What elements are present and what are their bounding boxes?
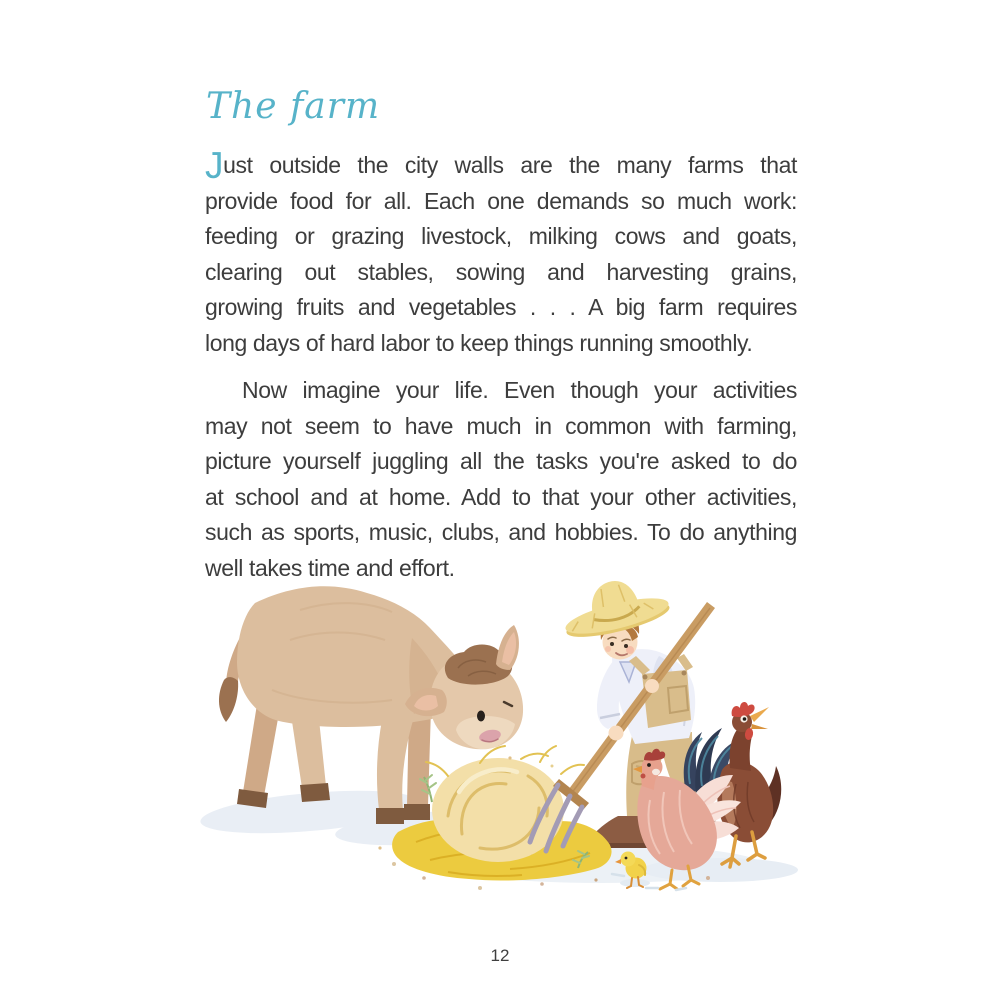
boy-overall-bib: [642, 670, 691, 728]
calf-eye: [477, 711, 485, 722]
calf-hoof: [404, 804, 430, 820]
boy-eye: [624, 644, 628, 648]
chick-head: [621, 852, 636, 867]
paragraph-2-line: well takes time and effort.: [205, 554, 455, 581]
brown-hen-leg: [722, 836, 739, 867]
chick-eye: [625, 857, 628, 860]
paragraph-1-line: growing fruits and vegetables . . . A big farm requires: [205, 294, 797, 320]
pink-hen-wattle: [641, 774, 646, 779]
pink-hen-eye: [647, 763, 651, 767]
boy-bib-button: [682, 671, 687, 676]
page-number: 12: [490, 946, 510, 965]
paragraph-2-line: Now imagine your life. Even though your activities: [242, 377, 797, 403]
brown-hen-beak-lower: [751, 724, 768, 729]
paragraph-1-line: provide food for all. Each one demands so much work:: [205, 187, 797, 214]
speckle: [422, 876, 426, 880]
paragraph-2-line: may not seem to have much in common with farming,: [205, 412, 797, 439]
paragraph-1-line: long days of hard labor to keep things running smoothly.: [205, 329, 753, 356]
paragraph-2-line: at school and at home. Add to that your other activities,: [205, 483, 797, 510]
speckle: [392, 862, 396, 866]
section-heading: The farm: [206, 86, 381, 127]
paragraph-1-line: clearing out stables, sowing and harvesting grains,: [205, 258, 797, 285]
paragraph-1-line: [205, 145, 797, 186]
calf-hoof: [376, 808, 404, 824]
speckle: [508, 756, 511, 759]
brown-hen-comb: [732, 702, 755, 717]
paragraph-2-line: picture yourself juggling all the tasks you're asked to do: [205, 448, 797, 474]
boy-eye: [610, 642, 614, 646]
calf-hoof: [300, 783, 330, 802]
paragraph-2: [205, 373, 797, 586]
speckle: [594, 878, 597, 881]
pink-hen-cheek-patch: [652, 769, 660, 775]
boy-hand-left: [645, 679, 659, 693]
brown-hen-eye: [743, 717, 747, 721]
speckle: [540, 882, 544, 886]
boy-bib-button: [643, 675, 648, 680]
farm-illustration: [180, 570, 824, 912]
dropcap-initial: J: [205, 145, 224, 186]
paragraph-1-line: feeding or grazing livestock, milking cows and goats,: [205, 223, 797, 249]
speckle: [706, 876, 710, 880]
speckle: [551, 765, 554, 768]
farm-illustration-svg: [180, 570, 824, 912]
paragraph-1-line-text: ust outside the city walls are the many farms that: [223, 152, 797, 178]
speckle: [478, 886, 482, 890]
paragraph-2-line: such as sports, music, clubs, and hobbies. To do anything: [205, 519, 797, 545]
paragraph-1: [205, 145, 797, 361]
boy-cheek: [605, 646, 611, 652]
speckle: [378, 846, 381, 849]
calf-tail-tuft: [219, 677, 238, 722]
boy-hand-right: [609, 726, 624, 741]
